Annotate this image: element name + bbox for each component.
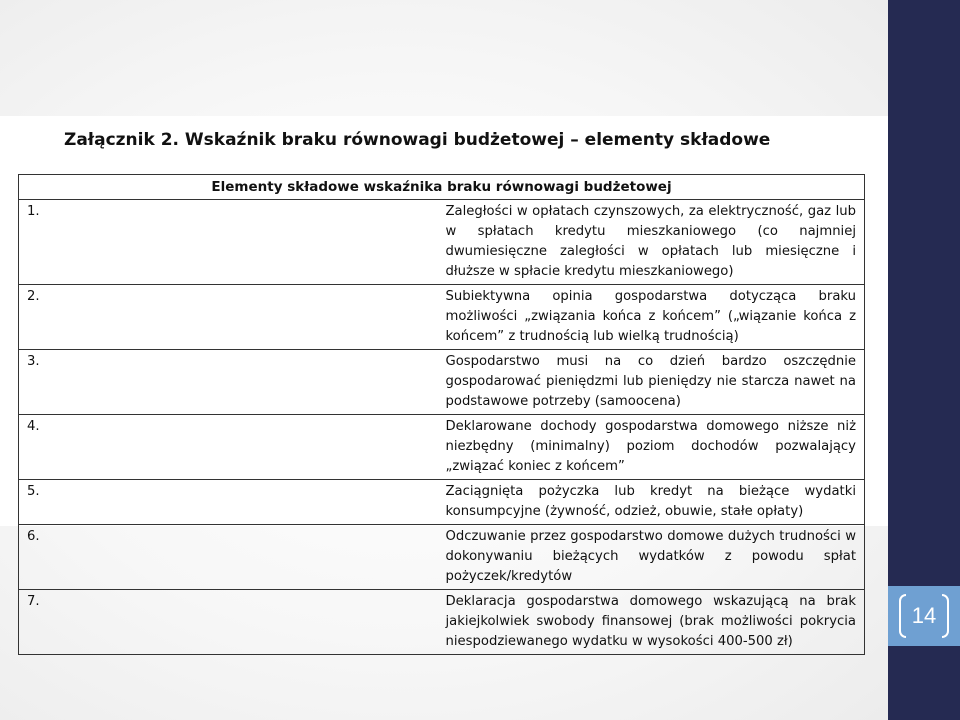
page-number-box (888, 586, 960, 646)
table-row (19, 285, 865, 350)
table-row (19, 350, 865, 415)
table-row (19, 525, 865, 590)
table-row (19, 200, 865, 285)
table-row (19, 415, 865, 480)
row-number: 3. (19, 350, 442, 415)
row-text: Deklarowane dochody gospodarstwa domowego niższe niż niezbędny (minimalny) poziom dochodów pozwalający „związać koniec z końcem” (442, 415, 865, 480)
row-number: 7. (19, 590, 442, 655)
page-number: 14 (911, 603, 937, 628)
row-text: Zaciągnięta pożyczka lub kredyt na bieżące wydatki konsumpcyjne (żywność, odzież, obuwie, stałe opłaty) (442, 480, 865, 525)
row-number: 5. (19, 480, 442, 525)
row-number: 6. (19, 525, 442, 590)
row-text: Deklaracja gospodarstwa domowego wskazującą na brak jakiejkolwiek swobody finansowej (brak możliwości pokrycia niespodziewanego wydatku w wysokości 400-500 zł) (442, 590, 865, 655)
table-row (19, 590, 865, 655)
row-text: Gospodarstwo musi na co dzień bardzo oszczędnie gospodarować pieniędzmi lub pieniędzy nie starcza nawet na podstawowe potrzeby (samoocena) (442, 350, 865, 415)
table-header-row (19, 175, 865, 200)
document-image (0, 116, 888, 649)
table-body (19, 200, 865, 655)
components-table (18, 174, 865, 655)
table-header: Elementy składowe wskaźnika braku równowagi budżetowej (19, 175, 865, 200)
document-title: Załącznik 2. Wskaźnik braku równowagi budżetowej – elementy składowe (64, 130, 771, 150)
row-number: 4. (19, 415, 442, 480)
row-number: 2. (19, 285, 442, 350)
row-text: Odczuwanie przez gospodarstwo domowe dużych trudności w dokonywaniu bieżących wydatków z powodu spłat pożyczek/kredytów (442, 525, 865, 590)
table-row (19, 480, 865, 525)
row-number: 1. (19, 200, 442, 285)
row-text: Subiektywna opinia gospodarstwa dotycząca braku możliwości „związania końca z końcem” („wiązanie końca z końcem” z trudnością lub wielką trudnością) (442, 285, 865, 350)
row-text: Zaległości w opłatach czynszowych, za elektryczność, gaz lub w spłatach kredytu mieszkaniowego (co najmniej dwumiesięczne zaległości w opłatach lub miesięczne i dłuższe w spłacie kredytu mieszkaniowego) (442, 200, 865, 285)
